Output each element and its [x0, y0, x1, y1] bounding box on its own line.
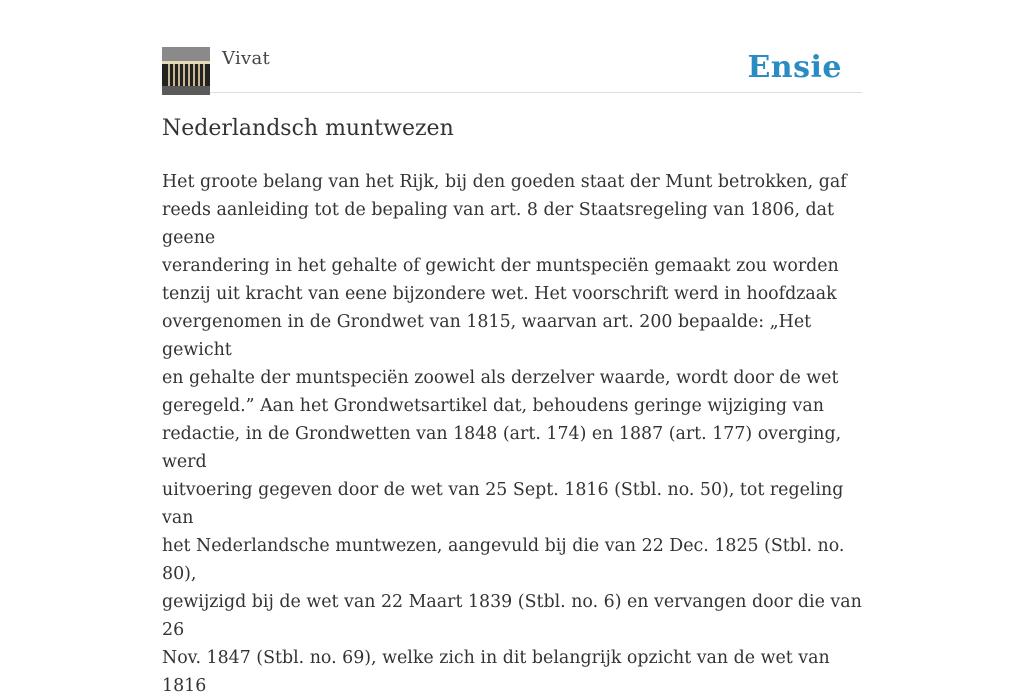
brand-logo[interactable]: Ensie [747, 50, 842, 85]
source-name[interactable]: Vivat [222, 48, 271, 69]
book-spines-icon [162, 47, 210, 95]
page-title: Nederlandsch muntwezen [162, 116, 454, 141]
article-body: Het groote belang van het Rijk, bij den goeden staat der Munt betrokken, gaf reeds aanleiding tot de bepaling van art. 8 der Staatsregeling van 1806, dat geene verandering in het gehalte of gewicht der muntspeciën gemaakt zou worden tenzij uit kracht van eene bijzondere wet. Het voorschrift werd in hoofdzaak overgenomen in de Grondwet van 1815, waarvan art. 200 bepaalde: „Het gewicht en gehalte der muntspeciën zoowel als derzelver waarde, wordt door de wet geregeld.” Aan het Grondwetsartikel dat, behoudens geringe wijziging van redactie, in de Grondwetten van 1848 (art. 174) en 1887 (art. 177) overging, werd uitvoering gegeven door de wet van 25 Sept. 1816 (Stbl. no. 50), tot regeling van het Nederlandsche muntwezen, aangevuld bij die van 22 Dec. 1825 (Stbl. no. 80), gewijzigd bij de wet van 22 Maart 1839 (Stbl. no. 6) en vervangen door die van 26 Nov. 1847 (Stbl. no. 69), welke zich in dit belangrijk opzicht van de wet van 1816 [162, 172, 862, 696]
avatar[interactable] [162, 47, 210, 95]
header [162, 46, 862, 93]
